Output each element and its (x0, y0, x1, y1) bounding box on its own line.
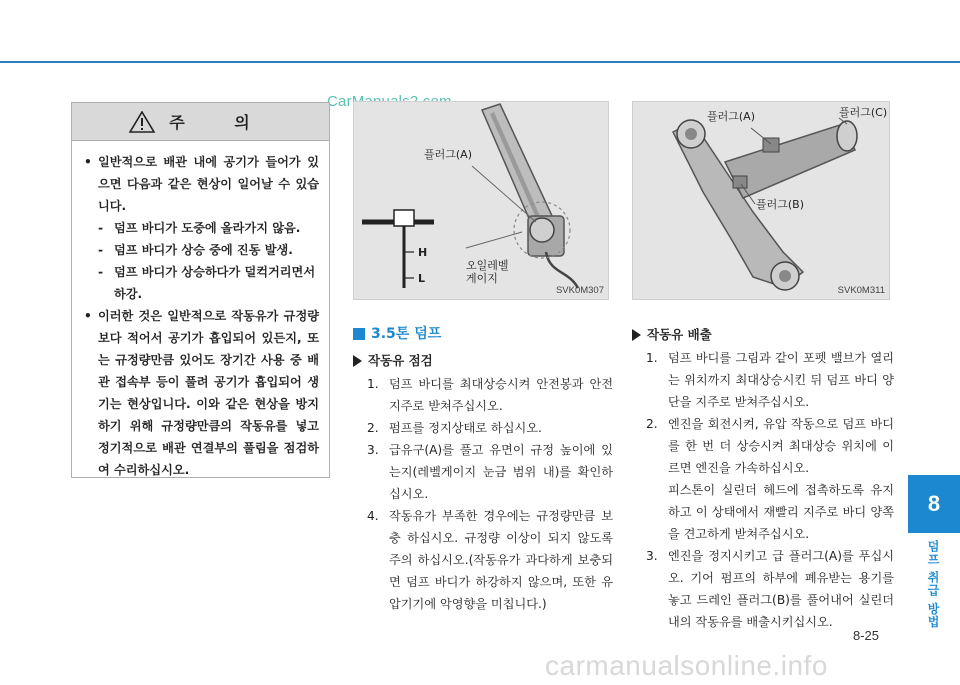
figure-pump-plugs (632, 101, 890, 300)
column-left (353, 321, 613, 615)
chapter-tab: 8 (908, 475, 960, 533)
list-item: 4. 작동유가 부족한 경우에는 규정량만큼 보충 하십시오. 규정량 이상이 되지 않도록 주의 하십시오.(작동유가 과다하게 보충되면 덤프 바디가 하강하지 않으며, 또한 유압기기에 악영향을 미칩니다.) (367, 509, 613, 611)
figure-code: SVK0M311 (837, 285, 885, 296)
list-item: 2. 엔진을 회전시켜, 유압 작동으로 덤프 바디를 한 번 더 상승시켜 최대상승 위치에 이르면 엔진을 가속하십시오. (646, 417, 894, 475)
caution-item: • 일반적으로 배관 내에 공기가 들어가 있으면 다음과 같은 현상이 일어날 수 있습니다. (84, 155, 319, 213)
triangle-bullet-icon (632, 329, 641, 341)
label-plug-a: 플러그(A) (424, 148, 472, 161)
caution-subitem: - 덤프 바디가 상승 중에 진동 발생. (98, 243, 293, 257)
label-plug-a: 플러그(A) (707, 110, 755, 123)
list-item: 3. 급유구(A)를 풀고 유면이 규정 높이에 있는지(레벨게이지 눈금 범위 내)를 확인하십시오. (367, 443, 613, 501)
caution-header (72, 103, 329, 141)
label-oil-gauge: 오일레벨 (466, 259, 509, 272)
label-plug-c: 플러그(C) (839, 106, 888, 119)
square-bullet-icon (353, 328, 365, 340)
watermark-bottom: carmanualsonline.info (545, 650, 828, 681)
page-number: 8-25 (853, 628, 880, 643)
warning-triangle-icon (129, 111, 155, 133)
list-item: 1. 덤프 바디를 최대상승시켜 안전봉과 안전지주로 받쳐주십시오. (367, 377, 613, 413)
caution-body (72, 141, 329, 481)
list-item: 3. 엔진을 정지시키고 급 플러그(A)를 푸십시오. 기어 펌프의 하부에 폐유받는 용기를 놓고 드레인 플러그(B)를 풀어내어 실린더 내의 작동유를 배출시키십시오. (646, 549, 894, 629)
label-oil-gauge: 게이지 (466, 272, 498, 285)
figure-oil-level (353, 101, 609, 300)
chapter-label: 덤프 취급 방법 (926, 540, 940, 629)
caution-subitem: - 덤프 바디가 도중에 올라가지 않음. (98, 221, 301, 235)
caution-subitem: - 덤프 바디가 상승하다가 덜컥거리면서 하강. (98, 265, 316, 301)
list-item-continuation: 피스톤이 실린더 헤드에 접촉하도록 유지하고 이 상태에서 재빨리 지주로 바디 양쪽을 견고하게 받쳐주십시오. (668, 483, 894, 541)
header-rule (0, 61, 960, 63)
caution-item: • 이러한 것은 일반적으로 작동유가 규정량보다 적어서 공기가 흡입되어 있든지, 또는 규정량만큼 있어도 장기간 사용 중 배관 접속부 등이 풀려 공기가 흡입되어 생기는 현상입니다. 이와 같은 현상을 방지하기 위해 규정량만큼의 작동유를 넣고 정기적으로 배관 연결부의 풀림을 점검하여 수리하십시오. (84, 309, 319, 477)
figure-code: SVK0M307 (555, 285, 604, 296)
subsection-title-check: 작동유 점검 (353, 349, 613, 373)
column-right (632, 321, 894, 633)
caution-box (71, 102, 330, 478)
label-low-mark: L (418, 272, 426, 285)
label-high-mark: H (418, 246, 428, 259)
subsection-title-drain: 작동유 배출 (632, 323, 894, 347)
triangle-bullet-icon (353, 355, 362, 367)
label-plug-b: 플러그(B) (756, 198, 805, 211)
list-item: 2. 펌프를 정지상태로 하십시오. (367, 421, 542, 435)
section-title: 3.5톤 덤프 (353, 321, 613, 347)
list-item: 1. 덤프 바디를 그림과 같이 포펫 밸브가 열리는 위치까지 최대상승시킨 뒤 덤프 바디 양단을 지주로 받쳐주십시오. (646, 351, 894, 409)
caution-title: 주 의 (169, 113, 272, 132)
